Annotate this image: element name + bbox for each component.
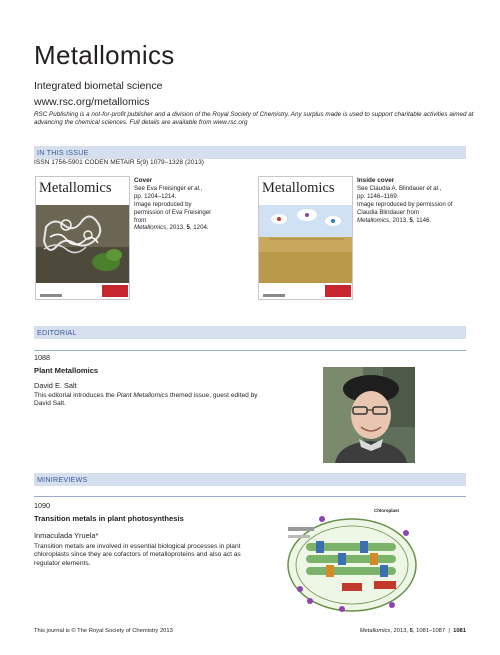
- cover-see-etal: et al.: [187, 184, 201, 192]
- author-photo-art: [323, 367, 415, 463]
- editorial-title[interactable]: Plant Metallomics: [34, 366, 99, 375]
- rsc-note: RSC Publishing is a not-for-profit publisher and a division of the Royal Society of Chemistry. Any surplus made is used to support charitable activities aimed at advancing the chemical sciences. Full details are available from www.rsc.org: [34, 111, 474, 127]
- minireview-title[interactable]: Transition metals in plant photosynthesis: [34, 514, 184, 523]
- editorial-author: David E. Salt: [34, 381, 77, 390]
- inside-cover-see: See Claudia A. Blindauer: [357, 184, 427, 192]
- inside-cover-heading: Inside cover: [357, 177, 395, 184]
- cover-credit: Image reproduced by permission of Eva Freisinger from: [134, 200, 212, 224]
- minireview-author: Inmaculada Yruela*: [34, 531, 99, 540]
- author-photo: [323, 367, 415, 463]
- inside-cover-image: [258, 176, 353, 300]
- journal-title: Metallomics: [34, 40, 175, 70]
- footer-pages: , 1081–1087: [412, 628, 446, 634]
- journal-subtitle: Integrated biometal science: [34, 80, 163, 92]
- editorial-abstract-pre: This editorial introduces the: [34, 392, 117, 399]
- inside-cover-title: Metallomics: [262, 180, 335, 196]
- footer-separator: |: [445, 628, 454, 634]
- cover-ref-page: , 1204.: [189, 224, 209, 232]
- front-cover-title: Metallomics: [39, 180, 112, 196]
- section-bar-in-this-issue: [34, 146, 466, 159]
- inside-cover-caption: [357, 177, 467, 224]
- editorial-rule: [34, 350, 466, 351]
- minireviews-rule: [34, 496, 466, 497]
- inside-cover-see-etal: et al.: [426, 184, 440, 192]
- minireview-abstract: Transition metals are involved in essential biological processes in plant chloroplasts since they are cofactors of metalloproteins and also act as regulator elements.: [34, 543, 241, 567]
- chloroplast-diagram-art: [282, 505, 422, 620]
- cover-see-suffix: ,: [200, 184, 203, 192]
- footer-copyright: This journal is © The Royal Society of Chemistry 2013: [34, 628, 173, 634]
- editorial-abstract-italic: Plant Metallomics: [116, 392, 169, 399]
- inside-cover-ref-vol: 5: [409, 216, 413, 224]
- cover-see: See Eva Freisinger: [134, 184, 188, 192]
- footer-citation: [360, 628, 466, 634]
- cover-ref-vol: 5: [186, 224, 190, 232]
- footer-year: , 2013,: [390, 628, 410, 634]
- section-label: MINIREVIEWS: [37, 475, 88, 484]
- section-label: IN THIS ISSUE: [37, 148, 89, 157]
- inside-cover-pages: pp. 1146–1169.: [357, 192, 399, 200]
- cover-caption: [134, 177, 222, 232]
- editorial-page-number: 1088: [34, 353, 50, 362]
- inside-cover-see-suffix: ,: [439, 184, 442, 192]
- section-bar-minireviews: [34, 473, 466, 486]
- front-cover-image: [35, 176, 130, 300]
- inside-cover-ref-year: , 2013,: [389, 216, 410, 224]
- footer-page-number: 1081: [453, 628, 466, 634]
- cover-ref-year: , 2013,: [166, 224, 187, 232]
- cover-heading: Cover: [134, 177, 153, 184]
- minireview-page-number: 1090: [34, 501, 50, 510]
- inside-cover-credit: Image reproduced by permission of Claudia Blindauer from: [357, 200, 453, 216]
- cover-pages: pp. 1204–1214.: [134, 192, 177, 200]
- inside-cover-ref-page: , 1146.: [412, 216, 432, 224]
- journal-url[interactable]: www.rsc.org/metallomics: [34, 96, 150, 108]
- inside-cover-ref-journal: Metallomics: [357, 216, 390, 224]
- footer-volume: 5: [409, 628, 413, 634]
- diagram-label-chloroplast: Chloroplast: [374, 508, 400, 513]
- editorial-abstract: [34, 392, 262, 409]
- section-bar-editorial: [34, 326, 466, 339]
- cover-ref-journal: Metallomics: [134, 224, 167, 232]
- footer-journal: Metallomics: [359, 628, 391, 634]
- section-label: EDITORIAL: [37, 328, 77, 337]
- editorial-abstract-post: themed issue, guest edited by David Salt.: [34, 392, 258, 408]
- issn-line: ISSN 1756-5901 CODEN METAIR 5(9) 1079–1328 (2013): [34, 159, 204, 166]
- chloroplast-diagram: [282, 505, 422, 620]
